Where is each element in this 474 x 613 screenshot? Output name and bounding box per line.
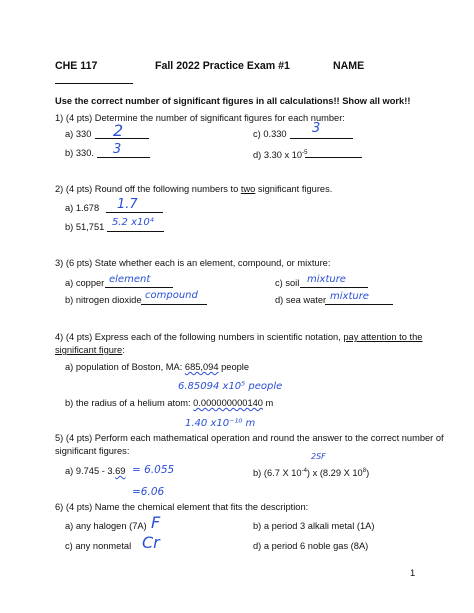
q3c-label: c) soil [275, 278, 300, 288]
q6d-label: d) a period 6 noble gas (8A) [253, 541, 369, 551]
q4b-answer: 1.40 x10⁻¹⁰ m [185, 418, 256, 429]
name-line[interactable] [55, 83, 133, 84]
q3d-answer: mixture [330, 291, 369, 302]
q1c-answer: 3 [312, 121, 321, 136]
q3a-answer: element [109, 274, 151, 285]
q3b-line[interactable] [141, 304, 207, 305]
q5-prompt: 5) (4 pts) Perform each mathematical operation and round the answer to the correct number of [55, 433, 444, 443]
q4-prompt-line2: significant figure: [55, 345, 125, 355]
q1-prompt: 1) (4 pts) Determine the number of significant figures for each number: [55, 113, 345, 123]
q3a-label: a) copper [65, 278, 105, 288]
q1b-label: b) 330. [65, 148, 94, 158]
q1b-answer: 3 [113, 142, 122, 157]
q1c-line[interactable] [290, 138, 353, 139]
q5-prompt-line2: significant figures: [55, 446, 130, 456]
q2b-line[interactable] [107, 231, 164, 232]
q6a-answer: F [151, 513, 161, 532]
q3b-answer: compound [145, 290, 198, 301]
q4a-label: a) population of Boston, MA: 685,094 people [65, 362, 250, 372]
q6c-label: c) any nonmetal [65, 541, 132, 551]
q3b-label: b) nitrogen dioxide [65, 295, 142, 305]
q3d-label: d) sea water [275, 295, 327, 305]
q2b-label: b) 51,751 [65, 222, 105, 232]
q1d-label: d) 3.30 x $10^{-5}$ [253, 150, 308, 160]
q1d-line[interactable] [305, 157, 362, 158]
q2-prompt: 2) (4 pts) Round off the following numbers to two significant figures. [55, 184, 333, 194]
q5b-note: 2SF [311, 452, 326, 461]
q4a-answer: 6.85094 x10⁵ people [178, 381, 283, 392]
q1a-label: a) 330 [65, 129, 92, 139]
instructions: Use the correct number of significant figures in all calculations!! Show all work!! [55, 96, 411, 106]
q2a-label: a) 1.678 [65, 203, 100, 213]
course-code: CHE 117 [55, 60, 98, 72]
q2b-answer: 5.2 x10⁴ [112, 217, 154, 228]
name-label: NAME [333, 60, 365, 72]
q1a-answer: 2 [113, 121, 124, 140]
q1b-line[interactable] [97, 157, 150, 158]
q2a-line[interactable] [106, 212, 163, 213]
q4b-label: b) the radius of a helium atom: 0.000000000140 m [65, 398, 274, 408]
q2a-answer: 1.7 [117, 197, 138, 212]
q3-prompt: 3) (6 pts) State whether each is an element, compound, or mixture: [55, 258, 331, 268]
q4-prompt: 4) (4 pts) Express each of the following numbers in scientific notation, pay attention to the [55, 332, 423, 342]
exam-title: Fall 2022 Practice Exam #1 [155, 60, 290, 72]
q5a-answer-1: = 6.055 [132, 464, 175, 476]
q5b-label: b) (6.7 X $10^{-4}$) x (8.29 X $10^8$) [253, 468, 370, 478]
page-number: 1 [410, 568, 416, 578]
q1c-label: c) 0.330 [253, 129, 287, 139]
q5a-label: a) 9.745 - 3.69 [65, 466, 126, 476]
q6-prompt: 6) (4 pts) Name the chemical element that fits the description: [55, 502, 309, 512]
q3c-line[interactable] [300, 287, 368, 288]
q3a-line[interactable] [105, 287, 173, 288]
q3d-line[interactable] [325, 304, 393, 305]
q6c-answer: Cr [142, 533, 160, 552]
q6a-label: a) any halogen (7A) [65, 521, 147, 531]
q5a-answer-2: =6.06 [132, 486, 165, 498]
q6b-label: b) a period 3 alkali metal (1A) [253, 521, 375, 531]
q3c-answer: mixture [307, 274, 346, 285]
